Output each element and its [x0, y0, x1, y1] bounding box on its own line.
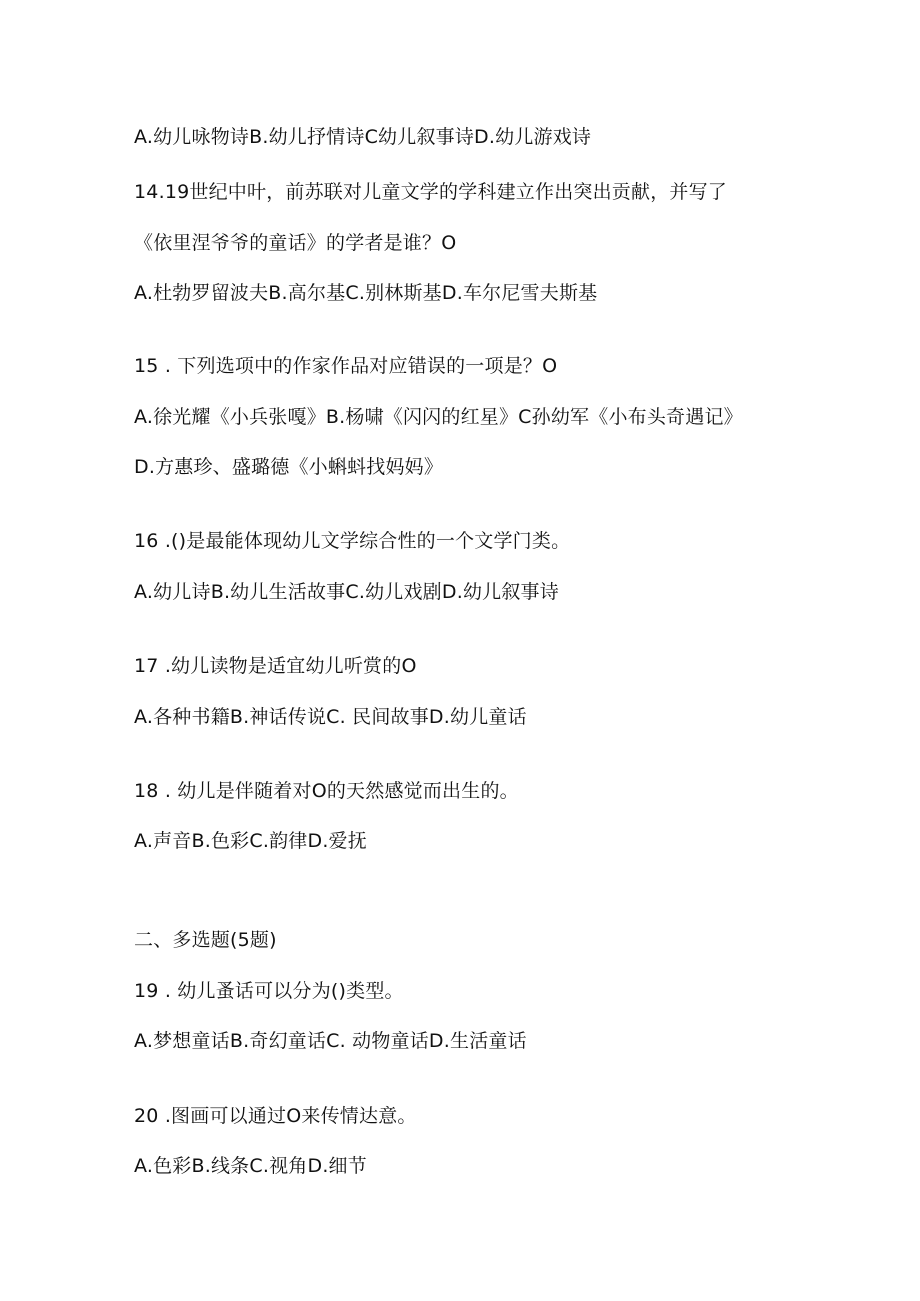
q18-stem: 18 . 幼儿是伴随着对O的天然感觉而出生的。	[134, 780, 519, 802]
q14-stem-line1: 14.19世纪中叶，前苏联对儿童文学的学科建立作出突出贡献，并写了	[134, 181, 727, 203]
q16-stem: 16 .()是最能体现幼儿文学综合性的一个文学门类。	[134, 530, 571, 552]
q15-options-line2: D.方惠珍、盛璐德《小蝌蚪找妈妈》	[134, 456, 444, 478]
q17-options: A.各种书籍B.神话传说C. 民间故事D.幼儿童话	[134, 706, 527, 728]
q15-options-line1: A.徐光耀《小兵张嘎》B.杨啸《闪闪的红星》C孙幼军《小布头奇遇记》	[134, 406, 743, 428]
q14-options: A.杜勃罗留波夫B.高尔基C.别林斯基D.车尔尼雪夫斯基	[134, 282, 598, 304]
q16-options: A.幼儿诗B.幼儿生活故事C.幼儿戏剧D.幼儿叙事诗	[134, 581, 559, 603]
q14-stem-line2: 《依里涅爷爷的童话》的学者是谁？O	[134, 232, 457, 254]
q17-stem: 17 .幼儿读物是适宜幼儿听赏的O	[134, 655, 417, 677]
q13-options: A.幼儿咏物诗B.幼儿抒情诗C幼儿叙事诗D.幼儿游戏诗	[134, 126, 592, 148]
q20-options: A.色彩B.线条C.视角D.细节	[134, 1155, 367, 1177]
section2-heading: 二、多选题(5题)	[134, 929, 277, 951]
q15-stem: 15 . 下列选项中的作家作品对应错误的一项是？O	[134, 355, 558, 377]
q20-stem: 20 .图画可以通过O来传情达意。	[134, 1105, 417, 1127]
q18-options: A.声音B.色彩C.韵律D.爱抚	[134, 830, 367, 852]
q19-stem: 19 . 幼儿蚤话可以分为()类型。	[134, 980, 404, 1002]
q19-options: A.梦想童话B.奇幻童话C. 动物童话D.生活童话	[134, 1030, 527, 1052]
